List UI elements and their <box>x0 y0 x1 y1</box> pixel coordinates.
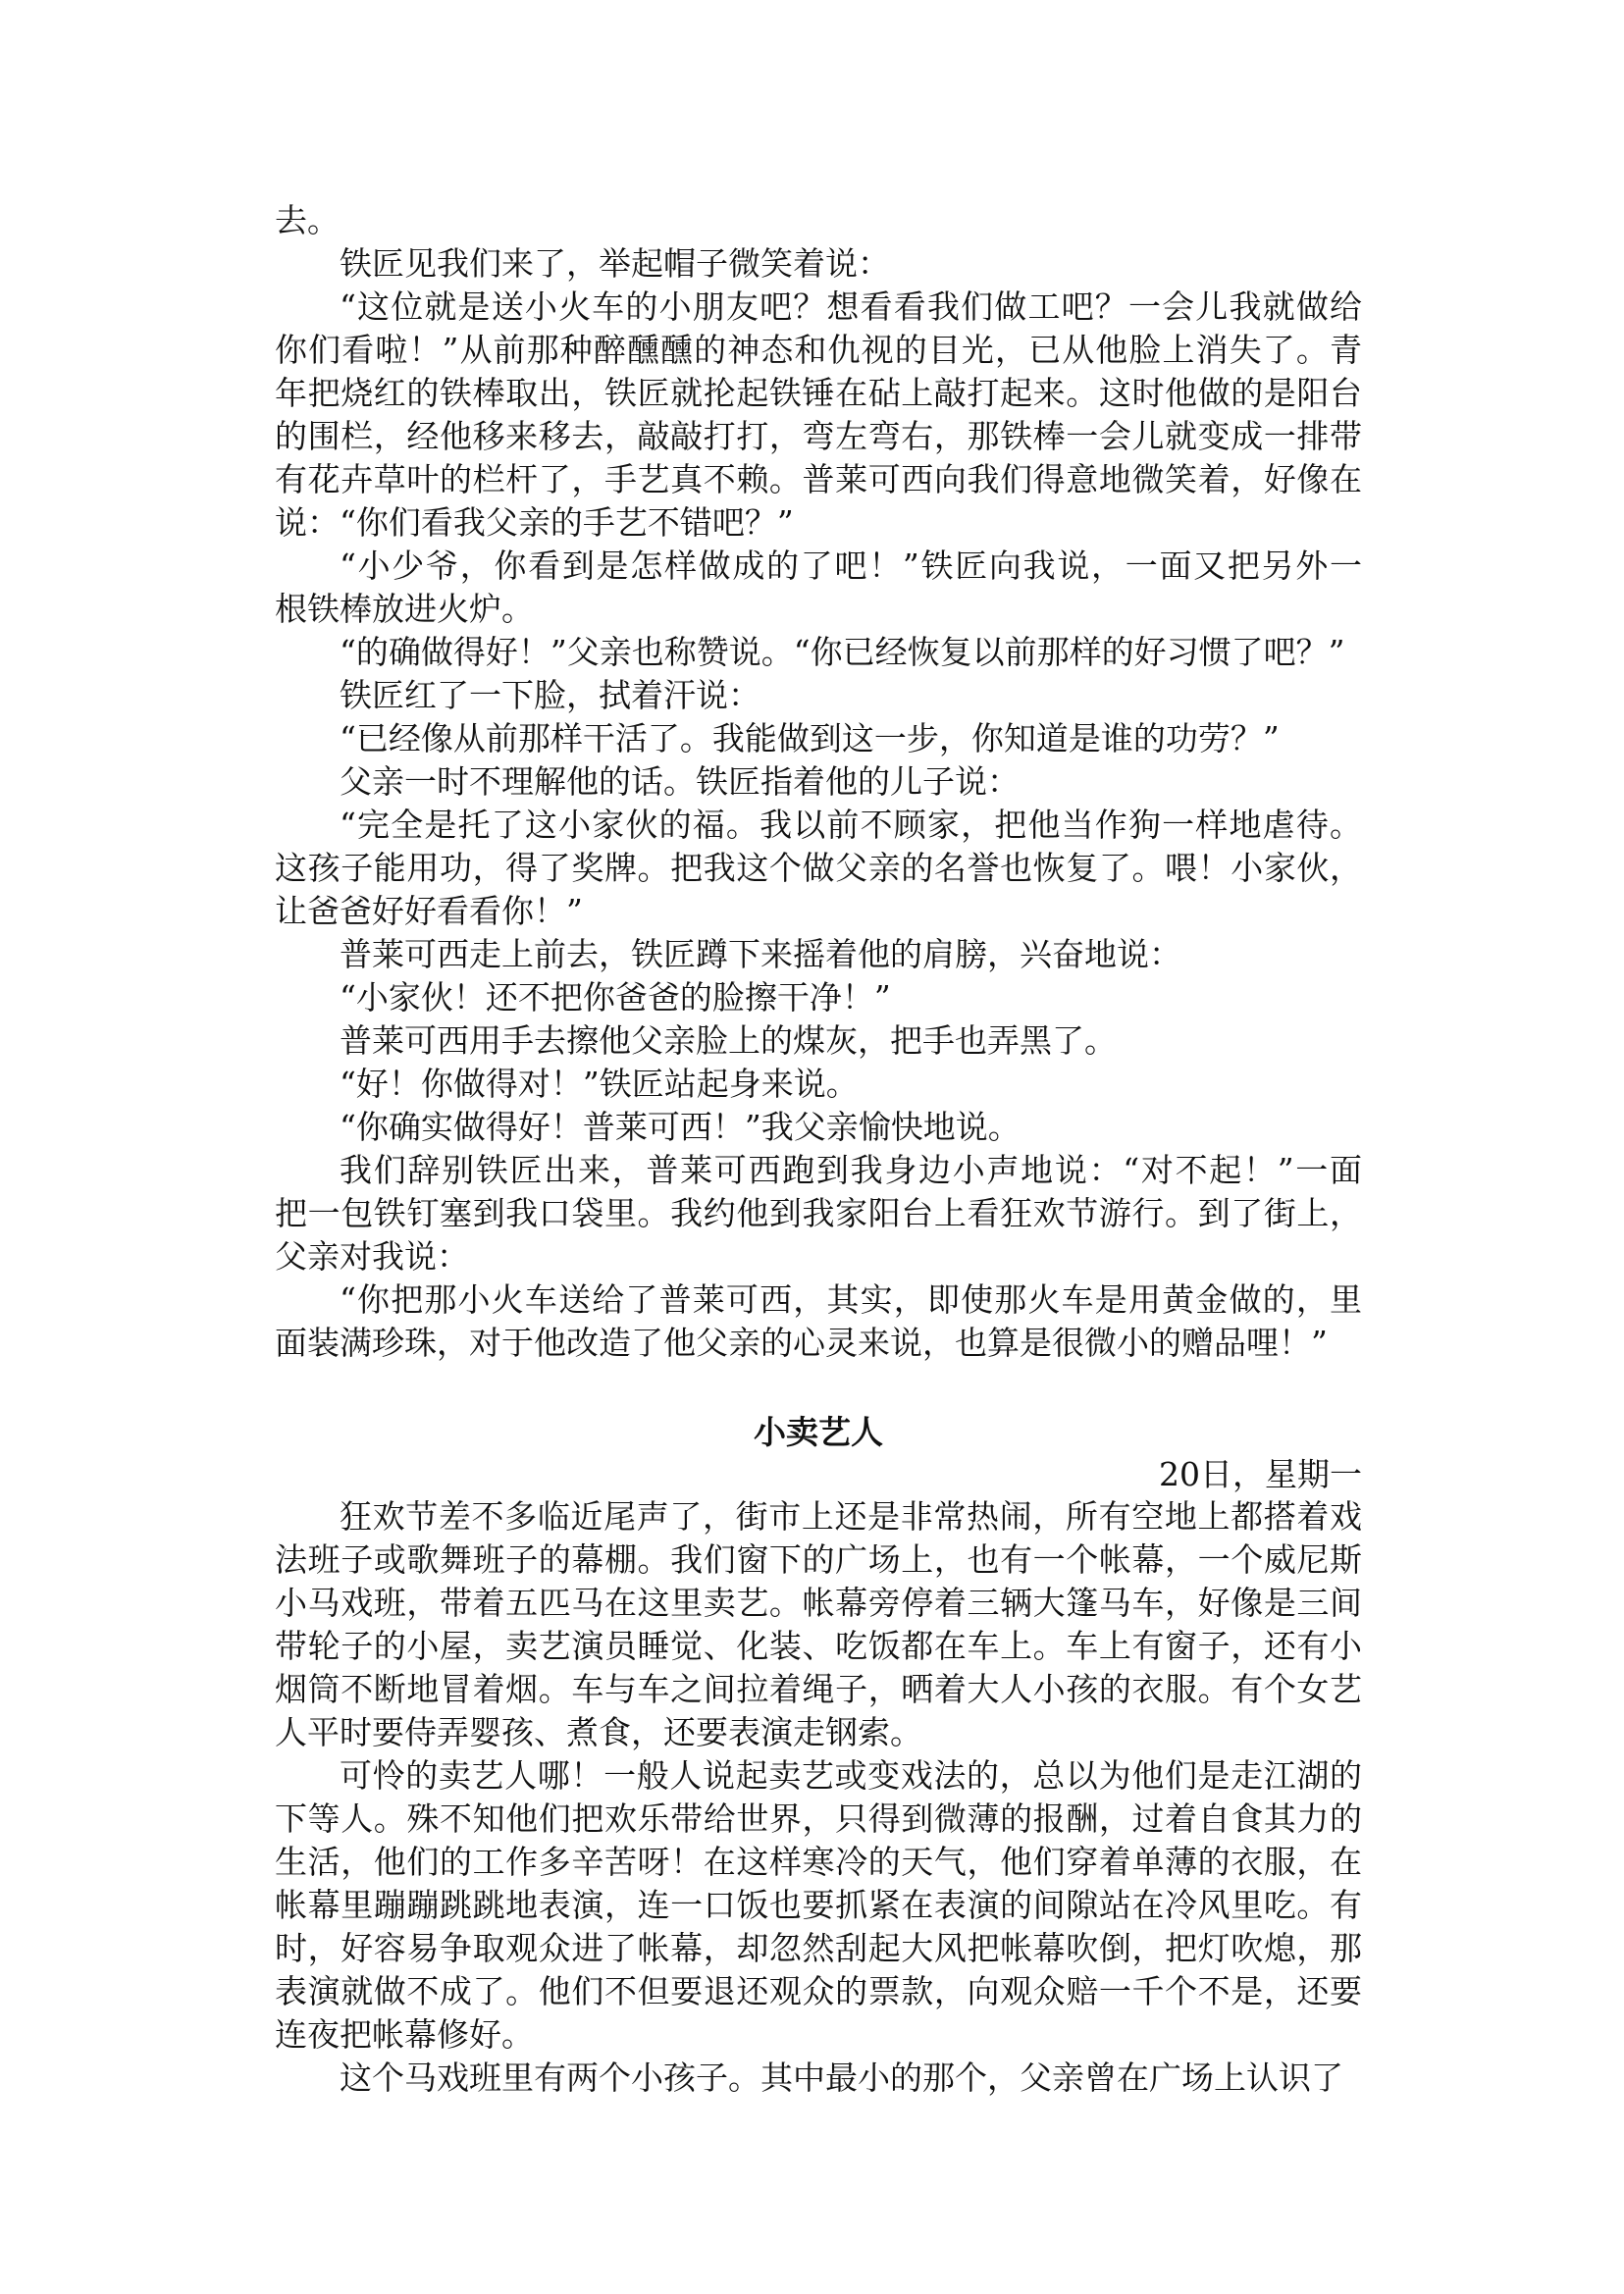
paragraph-line: 带轮子的小屋，卖艺演员睡觉、化装、吃饭都在车上。车上有窗子，还有小 <box>275 1627 1362 1665</box>
paragraph-line: 你们看啦！”从前那种醉醺醺的神态和仇视的目光，已从他脸上消失了。青 <box>275 331 1362 369</box>
paragraph-line: “你确实做得好！普莱可西！”我父亲愉快地说。 <box>340 1108 1021 1146</box>
paragraph-line: 有花卉草叶的栏杆了，手艺真不赖。普莱可西向我们得意地微笑着，好像在 <box>275 460 1362 498</box>
paragraph-line: 说：“你们看我父亲的手艺不错吧？” <box>275 503 794 542</box>
paragraph-line: 时，好容易争取观众进了帐幕，却忽然刮起大风把帐幕吹倒，把灯吹熄，那 <box>275 1929 1362 1967</box>
paragraph-line: 连夜把帐幕修好。 <box>275 2015 534 2054</box>
paragraph-line: 把一包铁钉塞到我口袋里。我约他到我家阳台上看狂欢节游行。到了街上， <box>275 1194 1362 1232</box>
paragraph-line: 让爸爸好好看看你！” <box>275 892 583 930</box>
paragraph-line: 普莱可西走上前去，铁匠蹲下来摇着他的肩膀，兴奋地说： <box>340 935 1181 973</box>
paragraph-line: 根铁棒放进火炉。 <box>275 590 534 628</box>
paragraph-line: 的围栏，经他移来移去，敲敲打打，弯左弯右，那铁棒一会儿就变成一排带 <box>275 417 1362 455</box>
paragraph-line: “这位就是送小火车的小朋友吧？想看看我们做工吧？一会儿我就做给 <box>340 287 1362 326</box>
paragraph-line: 父亲一时不理解他的话。铁匠指着他的儿子说： <box>340 762 1020 801</box>
chapter-date: 20日，星期一 <box>1159 1455 1362 1493</box>
paragraph-line: 普莱可西用手去擦他父亲脸上的煤灰，把手也弄黑了。 <box>340 1021 1117 1060</box>
paragraph-line: 表演就做不成了。他们不但要退还观众的票款，向观众赔一千个不是，还要 <box>275 1972 1362 2010</box>
paragraph-line: “已经像从前那样干活了。我能做到这一步，你知道是谁的功劳？” <box>340 719 1280 757</box>
paragraph-line: 狂欢节差不多临近尾声了，街市上还是非常热闹，所有空地上都搭着戏 <box>340 1497 1362 1536</box>
paragraph-line: 生活，他们的工作多辛苦呀！在这样寒冷的天气，他们穿着单薄的衣服，在 <box>275 1843 1362 1881</box>
paragraph-line: 下等人。殊不知他们把欢乐带给世界，只得到微薄的报酬，过着自食其力的 <box>275 1799 1362 1838</box>
paragraph-line: 铁匠见我们来了，举起帽子微笑着说： <box>340 244 890 283</box>
paragraph-line: 可怜的卖艺人哪！一般人说起卖艺或变戏法的，总以为他们是走江湖的 <box>340 1756 1362 1795</box>
paragraph-line: “小少爷，你看到是怎样做成的了吧！”铁匠向我说，一面又把另外一 <box>340 547 1362 585</box>
paragraph-line: 铁匠红了一下脸，拭着汗说： <box>340 676 760 714</box>
paragraph-line: 这孩子能用功，得了奖牌。把我这个做父亲的名誉也恢复了。喂！小家伙， <box>275 849 1362 887</box>
paragraph-line: 我们辞别铁匠出来，普莱可西跑到我身边小声地说：“对不起！”一面 <box>340 1151 1362 1189</box>
chapter-title: 小卖艺人 <box>754 1413 883 1451</box>
paragraph-line: 法班子或歌舞班子的幕棚。我们窗下的广场上，也有一个帐幕，一个威尼斯 <box>275 1540 1362 1579</box>
paragraph-line: 烟筒不断地冒着烟。车与车之间拉着绳子，晒着大人小孩的衣服。有个女艺 <box>275 1670 1362 1708</box>
paragraph-line: 这个马戏班里有两个小孩子。其中最小的那个，父亲曾在广场上认识了 <box>340 2059 1343 2097</box>
paragraph-line: “好！你做得对！”铁匠站起身来说。 <box>340 1065 859 1103</box>
paragraph-line: “完全是托了这小家伙的福。我以前不顾家，把他当作狗一样地虐待。 <box>340 806 1362 844</box>
paragraph-line: 年把烧红的铁棒取出，铁匠就抡起铁锤在砧上敲打起来。这时他做的是阳台 <box>275 374 1362 412</box>
paragraph-line: 父亲对我说： <box>275 1237 469 1276</box>
paragraph-line: 帐幕里蹦蹦跳跳地表演，连一口饭也要抓紧在表演的间隙站在冷风里吃。有 <box>275 1886 1362 1924</box>
paragraph-line: 人平时要侍弄婴孩、煮食，还要表演走钢索。 <box>275 1713 922 1751</box>
paragraph-line: 小马戏班，带着五匹马在这里卖艺。帐幕旁停着三辆大篷马车，好像是三间 <box>275 1584 1362 1622</box>
paragraph-line: 去。 <box>275 201 340 239</box>
paragraph-line: “你把那小火车送给了普莱可西，其实，即使那火车是用黄金做的，里 <box>340 1280 1362 1319</box>
paragraph-line: 面装满珍珠，对于他改造了他父亲的心灵来说，也算是很微小的赠品哩！” <box>275 1324 1328 1362</box>
paragraph-line: “的确做得好！”父亲也称赞说。“你已经恢复以前那样的好习惯了吧？” <box>340 633 1345 671</box>
paragraph-line: “小家伙！还不把你爸爸的脸擦干净！” <box>340 978 891 1017</box>
